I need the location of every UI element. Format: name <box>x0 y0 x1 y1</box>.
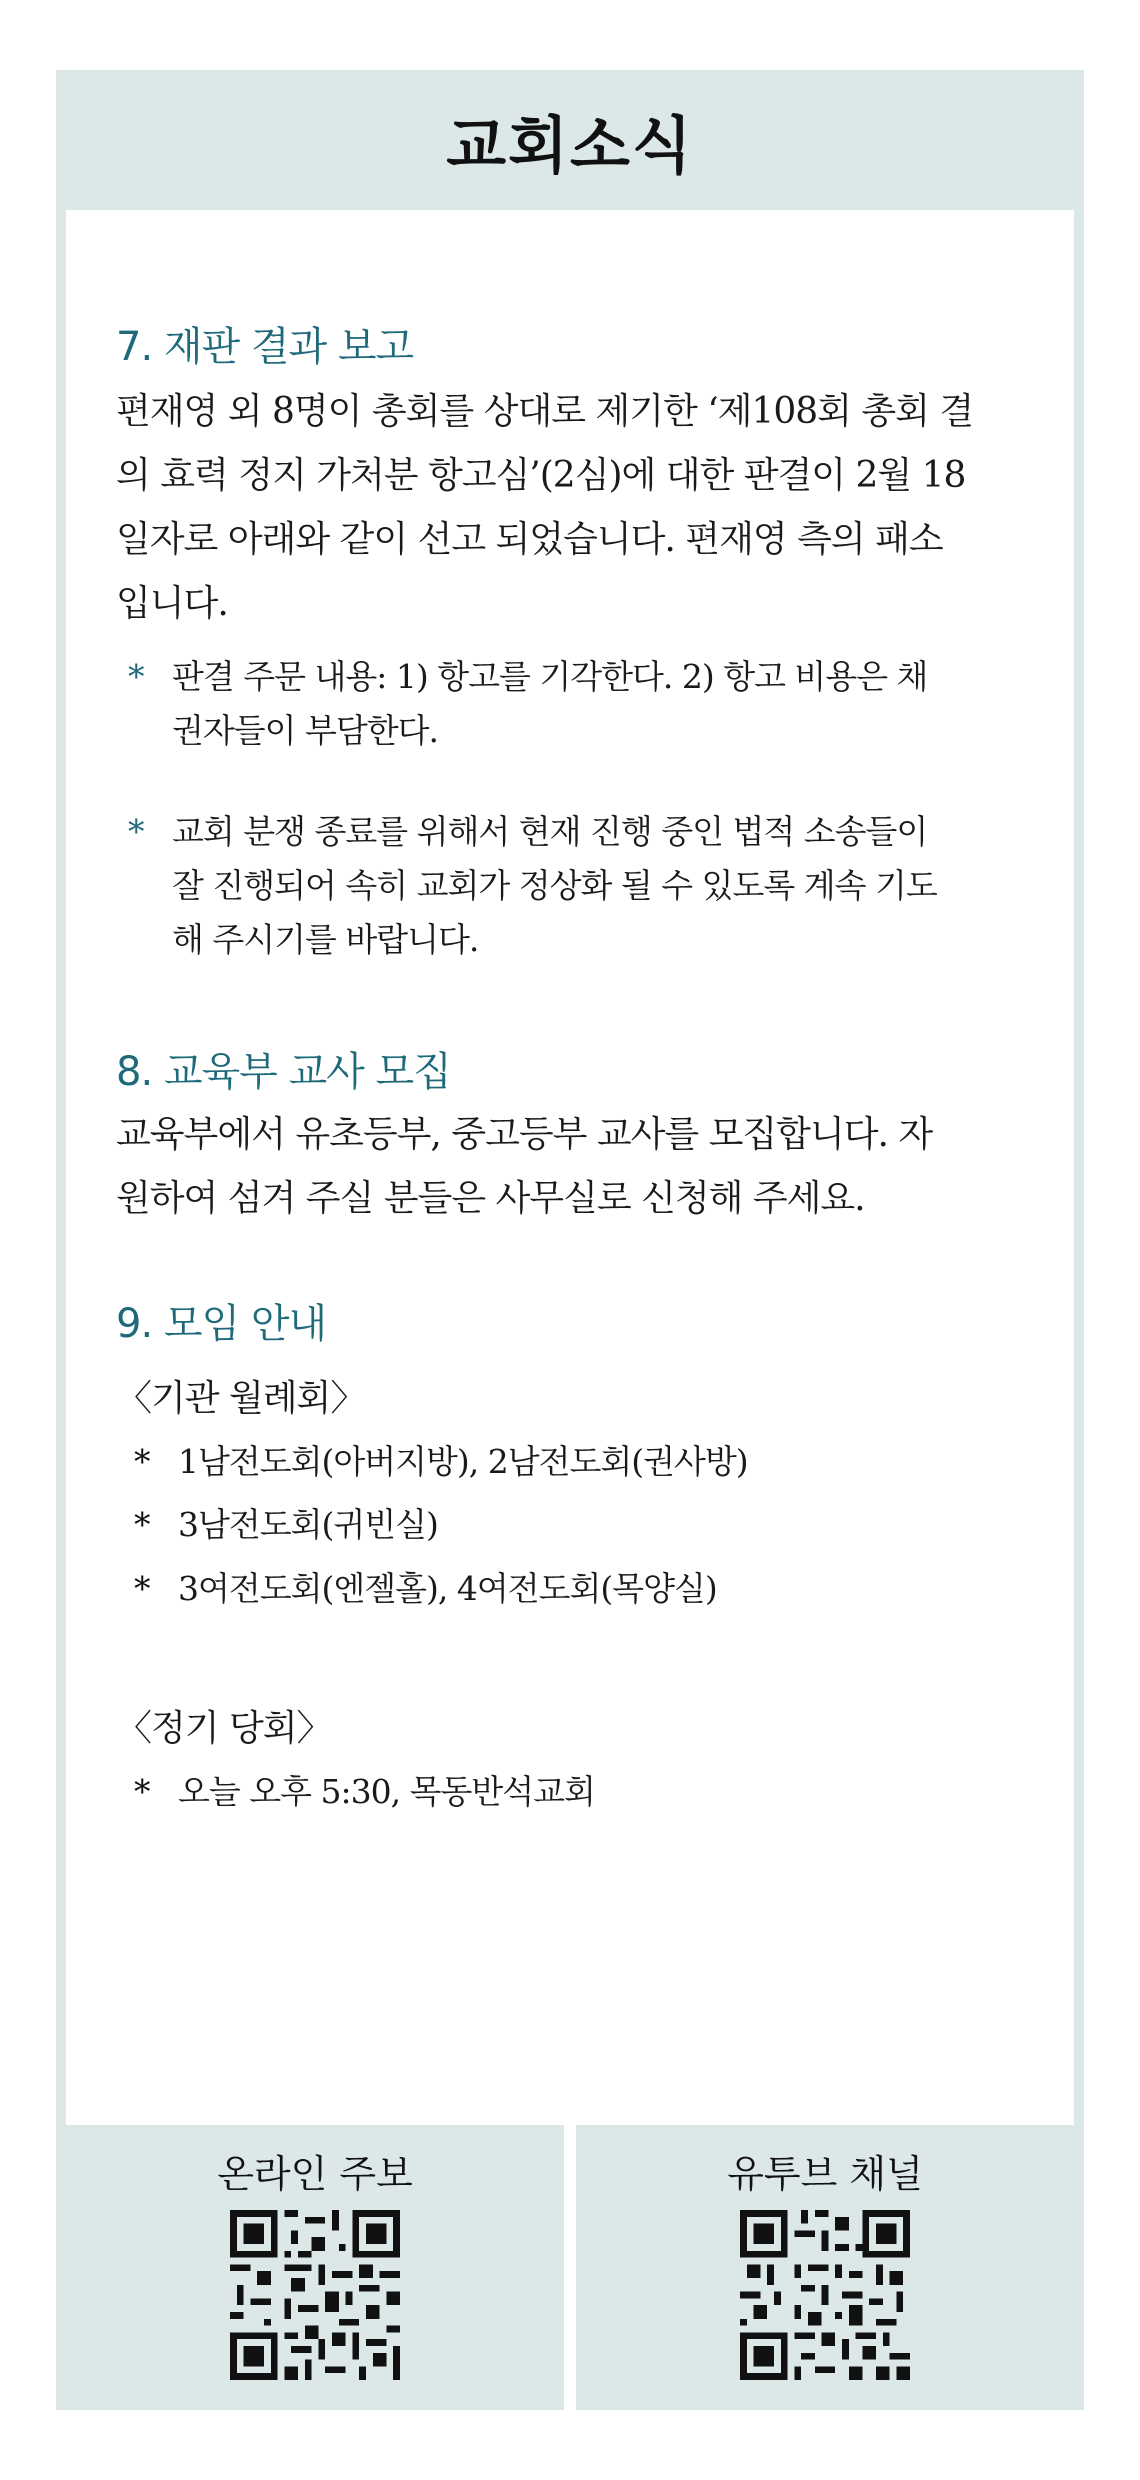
list-item-text: 1남전도회(아버지방), 2남전도회(권사방) <box>178 1442 748 1481</box>
bullet-line: 판결 주문 내용: 1) 항고를 기각한다. 2) 항고 비용은 채 <box>172 657 928 696</box>
section-7-heading: 7. 재판 결과 보고 <box>116 324 414 370</box>
section-8-heading: 8. 교육부 교사 모집 <box>116 1049 451 1095</box>
youtube-channel-box <box>576 2125 1074 2410</box>
online-bulletin-box <box>66 2125 564 2410</box>
section-7-bullet <box>128 805 1068 967</box>
list-item <box>134 1562 717 1616</box>
body-line: 교육부에서 유초등부, 중고등부 교사를 모집합니다. 자 <box>116 1114 933 1155</box>
online-bulletin-qr-icon[interactable] <box>230 2210 400 2380</box>
group-title-session: 〈정기 당회〉 <box>116 1708 332 1749</box>
asterisk-marker: * <box>128 657 144 696</box>
bullet-line: 잘 진행되어 속히 교회가 정상화 될 수 있도록 계속 기도 <box>172 866 937 905</box>
bullet-line: 교회 분쟁 종료를 위해서 현재 진행 중인 법적 소송들이 <box>172 812 928 851</box>
body-line: 입니다. <box>116 583 228 624</box>
list-item <box>134 1435 748 1489</box>
asterisk-marker: * <box>134 1772 150 1811</box>
youtube-channel-label: 유투브 채널 <box>727 2152 923 2196</box>
page-title: 교회소식 <box>446 108 694 182</box>
section-9-heading: 9. 모임 안내 <box>116 1301 327 1347</box>
asterisk-marker: * <box>128 812 144 851</box>
asterisk-marker: * <box>134 1442 150 1481</box>
asterisk-marker: * <box>134 1569 150 1608</box>
body-line: 의 효력 정지 가처분 항고심’(2심)에 대한 판결이 2월 18 <box>116 455 966 496</box>
bullet-line: 해 주시기를 바랍니다. <box>172 920 479 959</box>
bullet-line: 권자들이 부담한다. <box>172 711 439 750</box>
section-8-body <box>116 1103 1056 1231</box>
group-title-meetings: 〈기관 월례회〉 <box>116 1378 366 1419</box>
section-7-body <box>116 380 1056 636</box>
content-panel <box>66 210 1074 2410</box>
bulletin-frame <box>56 70 1084 2410</box>
list-item <box>134 1498 438 1552</box>
body-line: 편재영 외 8명이 총회를 상대로 제기한 ‘제108회 총회 결 <box>116 391 974 432</box>
section-7-bullet <box>128 650 1068 758</box>
list-item-text: 오늘 오후 5:30, 목동반석교회 <box>178 1772 595 1811</box>
list-item <box>134 1765 595 1819</box>
body-line: 일자로 아래와 같이 선고 되었습니다. 편재영 측의 패소 <box>116 519 943 560</box>
list-item-text: 3여전도회(엔젤홀), 4여전도회(목양실) <box>178 1569 717 1608</box>
list-item-text: 3남전도회(귀빈실) <box>178 1505 438 1544</box>
online-bulletin-label: 온라인 주보 <box>217 2152 413 2196</box>
body-line: 원하여 섬겨 주실 분들은 사무실로 신청해 주세요. <box>116 1178 865 1219</box>
youtube-channel-qr-icon[interactable] <box>740 2210 910 2380</box>
asterisk-marker: * <box>134 1505 150 1544</box>
